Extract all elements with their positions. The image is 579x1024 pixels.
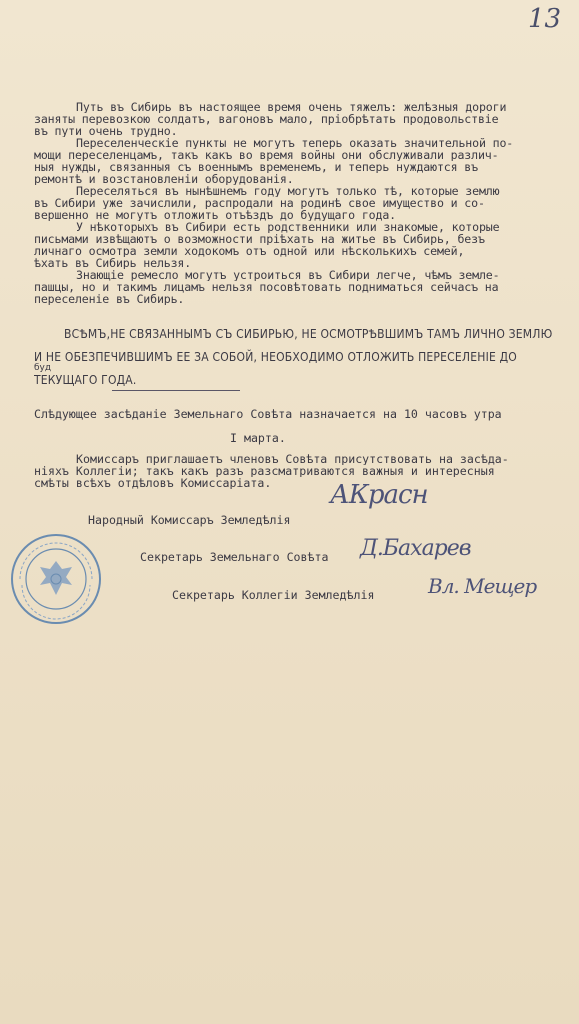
signature-title-commissar: Народный Комиссаръ Земледѣлія xyxy=(88,513,291,527)
paragraph-1 xyxy=(34,101,568,137)
meeting-line: Слѣдующее засѣданіе Земельнаго Совѣта назначается на 10 часовъ утра xyxy=(34,407,502,421)
paragraph-4 xyxy=(34,221,568,269)
signature-title-council-secretary: Секретарь Земельнаго Совѣта xyxy=(140,550,329,564)
text-line: Переселенческіе пункты не могутъ теперь оказать значительной по- xyxy=(76,137,514,149)
invite-line: Комиссаръ приглашаетъ членовъ Совѣта присутствовать на засѣда- xyxy=(76,453,509,465)
text-line: переселеніе въ Сибирь. xyxy=(34,293,185,305)
text-line: письмами извѣщаютъ о возможности пріѣхать на житье въ Сибирь, безъ xyxy=(34,233,485,245)
paragraph-3 xyxy=(34,185,568,221)
text-line: личнаго осмотра земли ходокомъ отъ одной или нѣсколькихъ семей, xyxy=(34,245,465,257)
text-line: Знающіе ремесло могутъ устроиться въ Сибири легче, чѣмъ земле- xyxy=(76,269,500,281)
notice-line: И НЕ ОБЕЗПЕЧИВШИМЪ ЕЕ ЗА СОБОЙ, НЕОБХОДИМО ОТЛОЖИТЬ ПЕРЕСЕЛЕНІЕ ДО xyxy=(34,350,517,364)
invitation-text xyxy=(34,453,568,489)
meeting-date: I марта. xyxy=(230,431,286,445)
text-line: Путь въ Сибирь въ настоящее время очень тяжелъ: желѣзныя дороги xyxy=(76,101,507,113)
invite-line: смѣты всѣхъ отдѣловъ Комиссаріата. xyxy=(34,477,272,489)
notice-line: ВСѢМЪ,НЕ СВЯЗАННЫМЪ СЪ СИБИРЬЮ, НЕ ОСМОТРѢВШИМЪ ТАМЪ ЛИЧНО ЗЕМЛЮ xyxy=(64,327,553,341)
text-line: мощи переселенцамъ, такъ какъ во время войны они обслуживали различ- xyxy=(34,149,499,161)
capitalized-notice xyxy=(34,323,574,392)
text-line: ремонтѣ и возстановленіи оборудованія. xyxy=(34,173,294,185)
signature-collegium-secretary: Вл. Мещер xyxy=(428,574,537,598)
signature-title-collegium-secretary: Секретарь Коллегіи Земледѣлія xyxy=(172,588,375,602)
signature-commissar: АКрасн xyxy=(330,480,428,510)
handwritten-correction: буд xyxy=(34,363,52,373)
page-number: 13 xyxy=(528,4,562,34)
seal-eagle-icon xyxy=(10,533,102,625)
separator-line xyxy=(112,390,240,391)
body-text xyxy=(34,101,568,305)
meeting-announcement xyxy=(34,402,568,450)
text-line: ныя нужды, связанныя съ военнымъ временемъ, и теперь нуждаются въ xyxy=(34,161,478,173)
paragraph-2 xyxy=(34,137,568,185)
text-line: въ пути очень трудно. xyxy=(34,125,178,137)
text-line: въ Сибири уже зачислили, распродали на родинѣ свое имущество и со- xyxy=(34,197,485,209)
text-line: У нѣкоторыхъ въ Сибири есть родственники или знакомые, которые xyxy=(76,221,500,233)
text-line: ѣхать въ Сибирь нельзя. xyxy=(34,257,192,269)
notice-line: ТЕКУЩАГО ГОДА. xyxy=(34,373,137,387)
signature-council-secretary: Д.Бахарев xyxy=(360,536,471,561)
invite-line: ніяхъ Коллегіи; такъ какъ разъ разсматриваются важныя и интересныя xyxy=(34,465,495,477)
text-line: заняты перевозкою солдатъ, вагоновъ мало, пріобрѣтать продовольствіе xyxy=(34,113,499,125)
text-line: Переселяться въ нынѣшнемъ году могутъ только тѣ, которые землю xyxy=(76,185,500,197)
text-line: пашцы, но и такимъ лицамъ нельзя посовѣтовать подниматься сейчасъ на xyxy=(34,281,499,293)
text-line: вершенно не могутъ отложить отъѣздъ до будущаго года. xyxy=(34,209,396,221)
paragraph-5 xyxy=(34,269,568,305)
